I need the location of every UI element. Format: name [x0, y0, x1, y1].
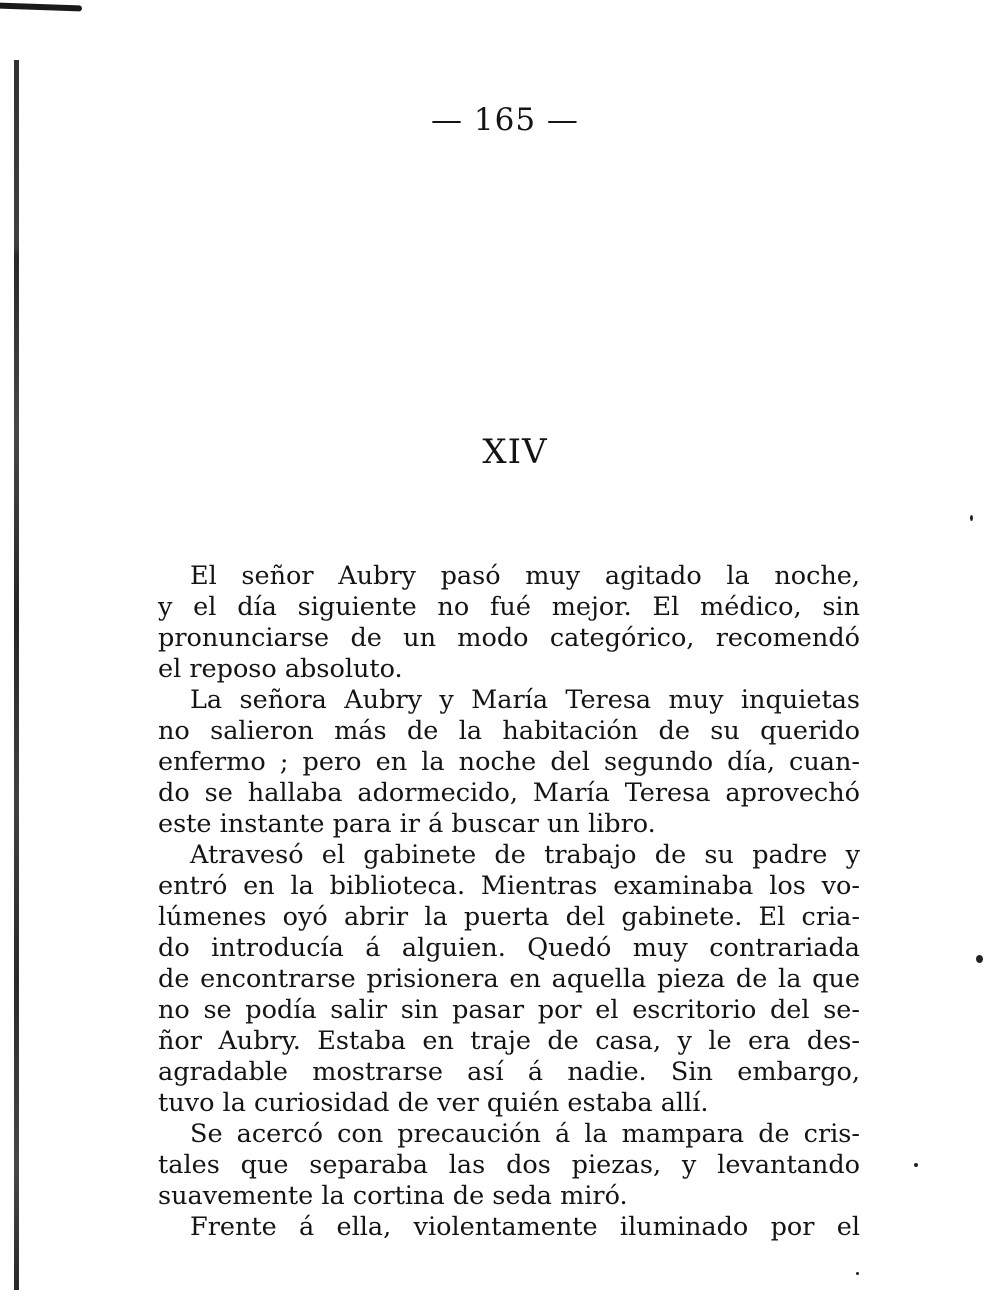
text-line: Atravesó el gabinete de trabajo de su padre y [190, 840, 860, 870]
chapter-heading: XIV [482, 432, 548, 472]
text-line: do introducía á alguien. Quedó muy contrariada [158, 933, 860, 963]
paragraph-4 [158, 1119, 860, 1212]
text-line: ñor Aubry. Estaba en traje de casa, y le era des- [158, 1026, 860, 1056]
text-line: pronunciarse de un modo categórico, recomendó [158, 623, 860, 653]
scan-binding-edge [14, 60, 19, 1290]
text-line: enfermo ; pero en la noche del segundo día, cuan- [158, 747, 860, 777]
text-line: lúmenes oyó abrir la puerta del gabinete. El cria- [158, 902, 860, 932]
text-line: este instante para ir á buscar un libro. [158, 809, 656, 839]
paragraph-1 [158, 561, 860, 685]
paragraph-5 [158, 1212, 860, 1243]
paragraph-3 [158, 840, 860, 1119]
text-line: tuvo la curiosidad de ver quién estaba allí. [158, 1088, 709, 1118]
text-line: tales que separaba las dos piezas, y levantando [158, 1150, 860, 1180]
scan-speck [976, 955, 983, 963]
text-line: y el día siguiente no fué mejor. El médico, sin [158, 592, 860, 622]
scan-corner-mark [0, 3, 82, 12]
text-line: de encontrarse prisionera en aquella pieza de la que [158, 964, 860, 994]
paragraph-2 [158, 685, 860, 840]
text-line: no salieron más de la habitación de su querido [158, 716, 860, 746]
scan-speck [914, 1163, 918, 1167]
page-number: — 165 — [431, 102, 579, 138]
text-line: suavemente la cortina de seda miró. [158, 1181, 628, 1211]
scan-speck [856, 1272, 859, 1275]
text-line: Se acercó con precaución á la mampara de cris- [190, 1119, 860, 1149]
body-text [158, 561, 860, 1243]
text-line: El señor Aubry pasó muy agitado la noche, [190, 561, 860, 591]
text-line: el reposo absoluto. [158, 654, 403, 684]
text-line: La señora Aubry y María Teresa muy inquietas [190, 685, 860, 715]
scan-speck [970, 515, 973, 521]
text-line: agradable mostrarse así á nadie. Sin embargo, [158, 1057, 860, 1087]
text-line: no se podía salir sin pasar por el escritorio del se- [158, 995, 860, 1025]
text-line: do se hallaba adormecido, María Teresa aprovechó [158, 778, 860, 808]
text-line: Frente á ella, violentamente iluminado por el [190, 1212, 860, 1242]
text-line: entró en la biblioteca. Mientras examinaba los vo- [158, 871, 860, 901]
